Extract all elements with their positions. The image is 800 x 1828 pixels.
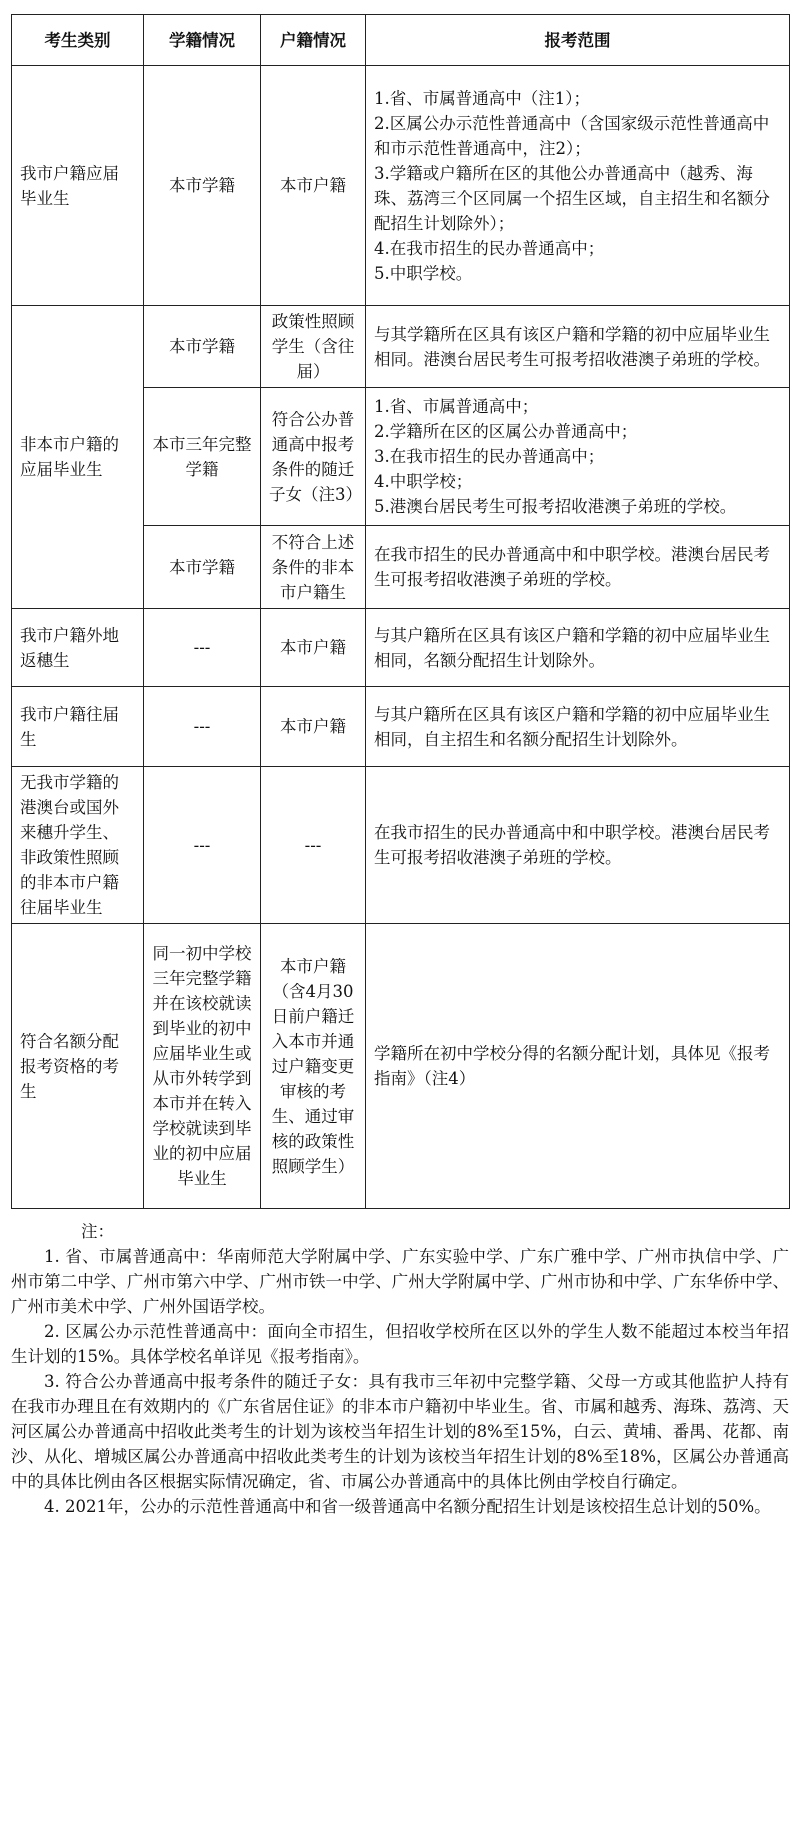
category-cell: 无我市学籍的港澳台或国外来穗升学生、非政策性照顾的非本市户籍往届毕业生: [12, 767, 144, 924]
scope-line: 与其户籍所在区具有该区户籍和学籍的初中应届毕业生相同，名额分配招生计划除外。: [374, 625, 770, 670]
scope-cell: [366, 388, 790, 526]
xueji-cell: 本市学籍: [144, 66, 261, 306]
scope-line: 在我市招生的民办普通高中和中职学校。港澳台居民考生可报考招收港澳子弟班的学校。: [374, 545, 770, 589]
table-row: [12, 66, 790, 306]
eligibility-table: [11, 14, 790, 1209]
document: [11, 14, 789, 1519]
scope-cell: [366, 767, 790, 924]
scope-cell: [366, 924, 790, 1209]
scope-line: 1.省、市属普通高中；: [374, 397, 539, 416]
table-row: [12, 609, 790, 687]
huji-cell: 本市户籍（含4月30日前户籍迁入本市并通过户籍变更审核的考生、通过审核的政策性照顾学生）: [261, 924, 366, 1209]
xueji-cell: ---: [144, 767, 261, 924]
category-cell: 我市户籍往届生: [12, 687, 144, 767]
table-header-row: [12, 15, 790, 66]
header-scope: 报考范围: [366, 15, 790, 66]
note-item: 3. 符合公办普通高中报考条件的随迁子女：具有我市三年初中完整学籍、父母一方或其他监护人持有在我市办理且在有效期内的《广东省居住证》的非本市户籍初中毕业生。省、市属和越秀、海珠、荔湾、天河区属公办普通高中招收此类考生的计划为该校当年招生计划的8%至15%，白云、黄埔、番禺、花都、南沙、从化、增城区属公办普通高中招收此类考生的计划为该校当年招生计划的8%至18%，区属公办普通高中的具体比例由各区根据实际情况确定，省、市属公办普通高中的具体比例由学校自行确定。: [11, 1372, 789, 1491]
huji-cell: 政策性照顾学生（含往届）: [261, 306, 366, 388]
huji-cell: 本市户籍: [261, 687, 366, 767]
scope-cell: [366, 687, 790, 767]
scope-line: 与其学籍所在区具有该区户籍和学籍的初中应届毕业生相同。港澳台居民考生可报考招收港澳子弟班的学校。: [374, 324, 770, 369]
xueji-cell: 同一初中学校三年完整学籍并在该校就读到毕业的初中应届毕业生或从市外转学到本市并在转入学校就读到毕业的初中应届毕业生: [144, 924, 261, 1209]
huji-cell: 符合公办普通高中报考条件的随迁子女（注3）: [261, 388, 366, 526]
category-cell: 我市户籍外地返穗生: [12, 609, 144, 687]
xueji-cell: 本市三年完整学籍: [144, 388, 261, 526]
notes-heading: 注：: [81, 1222, 114, 1241]
category-cell: 符合名额分配报考资格的考生: [12, 924, 144, 1209]
xueji-cell: ---: [144, 687, 261, 767]
header-category: 考生类别: [12, 15, 144, 66]
scope-line: 2.学籍所在区的区属公办普通高中；: [374, 422, 638, 441]
table-row: [12, 306, 790, 388]
note-item: 2. 区属公办示范性普通高中：面向全市招生，但招收学校所在区以外的学生人数不能超过本校当年招生计划的15%。具体学校名单详见《报考指南》。: [11, 1322, 789, 1366]
scope-line: 2.区属公办示范性普通高中（含国家级示范性普通高中和市示范性普通高中，注2）；: [374, 113, 770, 158]
note-item: 1. 省、市属普通高中：华南师范大学附属中学、广东实验中学、广东广雅中学、广州市执信中学、广州市第二中学、广州市第六中学、广州市铁一中学、广州大学附属中学、广州市协和中学、广东华侨中学、广州市美术中学、广州外国语学校。: [11, 1247, 789, 1316]
scope-line: 与其户籍所在区具有该区户籍和学籍的初中应届毕业生相同，自主招生和名额分配招生计划除外。: [374, 704, 770, 749]
category-cell: 我市户籍应届毕业生: [12, 66, 144, 306]
scope-cell: [366, 609, 790, 687]
scope-line: 在我市招生的民办普通高中和中职学校。港澳台居民考生可报考招收港澳子弟班的学校。: [374, 823, 770, 867]
scope-cell: [366, 66, 790, 306]
xueji-cell: ---: [144, 609, 261, 687]
scope-cell: [366, 526, 790, 609]
table-row: [12, 924, 790, 1209]
huji-cell: 本市户籍: [261, 66, 366, 306]
category-cell: 非本市户籍的应届毕业生: [12, 306, 144, 609]
scope-line: 3.学籍或户籍所在区的其他公办普通高中（越秀、海珠、荔湾三个区同属一个招生区域，自主招生和名额分配招生计划除外）；: [374, 163, 770, 233]
xueji-cell: 本市学籍: [144, 526, 261, 609]
table-row: [12, 687, 790, 767]
scope-line: 3.在我市招生的民办普通高中；: [374, 447, 605, 466]
note-item: 4. 2021年，公办的示范性普通高中和省一级普通高中名额分配招生计划是该校招生总计划的50%。: [44, 1497, 771, 1516]
huji-cell: 本市户籍: [261, 609, 366, 687]
notes-section: [11, 1219, 789, 1519]
scope-line: 5.港澳台居民考生可报考招收港澳子弟班的学校。: [374, 497, 737, 516]
scope-line: 1.省、市属普通高中（注1）；: [374, 88, 590, 108]
table-row: [12, 767, 790, 924]
xueji-cell: 本市学籍: [144, 306, 261, 388]
huji-cell: 不符合上述条件的非本市户籍生: [261, 526, 366, 609]
scope-line: 4.在我市招生的民办普通高中；: [374, 238, 605, 258]
scope-cell: [366, 306, 790, 388]
huji-cell: ---: [261, 767, 366, 924]
header-xueji: 学籍情况: [144, 15, 261, 66]
scope-line: 学籍所在初中学校分得的名额分配计划，具体见《报考指南》（注4）: [374, 1044, 770, 1088]
scope-line: 5.中职学校。: [374, 263, 473, 283]
scope-line: 4.中职学校；: [374, 472, 473, 491]
header-huji: 户籍情况: [261, 15, 366, 66]
